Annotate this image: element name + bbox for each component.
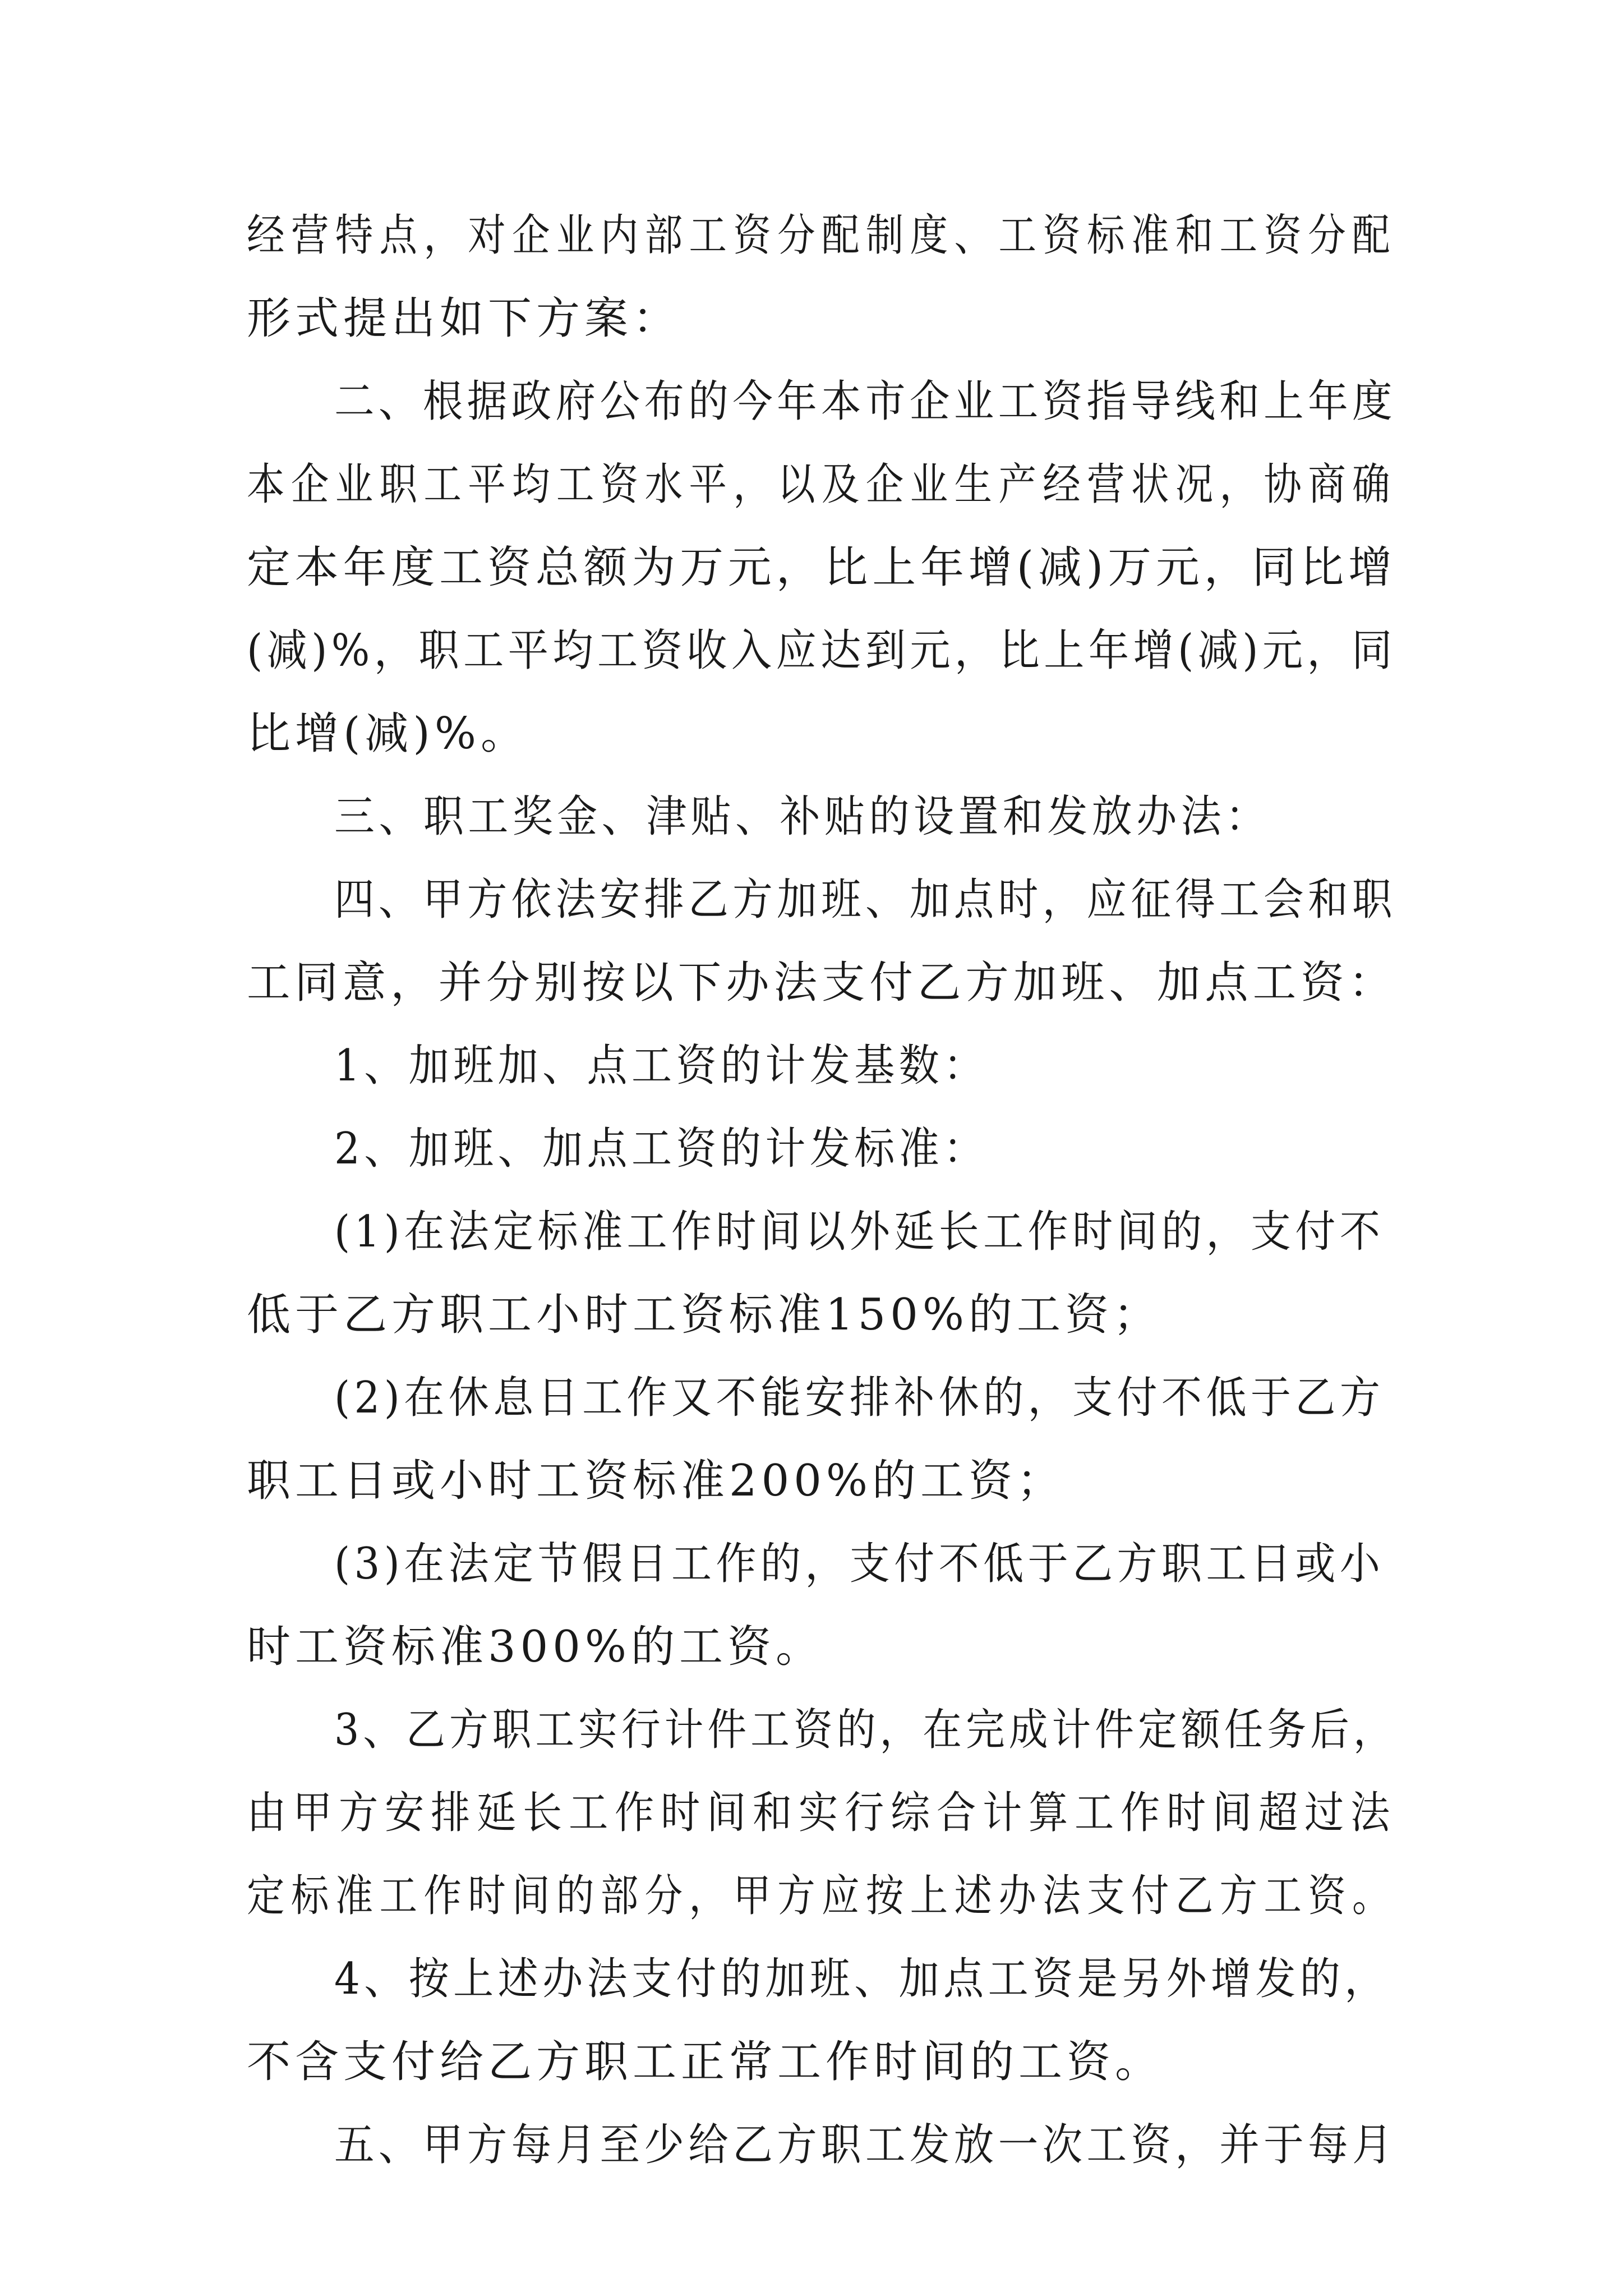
text-line: 1、加班加、点工资的计发基数： (334, 1041, 988, 1091)
text-line: 4、按上述办法支付的加班、加点工资是另外增发的， (334, 1954, 1389, 2004)
text-line: 五、甲方每月至少给乙方职工发放一次工资，并于每月 (334, 2120, 1396, 2170)
text-line: 经营特点，对企业内部工资分配制度、工资标准和工资分配 (247, 210, 1396, 261)
text-line: 3、乙方职工实行计件工资的，在完成计件定额任务后， (334, 1705, 1396, 1755)
text-line: (减)%，职工平均工资收入应达到元，比上年增(减)元，同 (247, 625, 1396, 676)
text-line: 低于乙方职工小时工资标准150%的工资； (247, 1290, 1161, 1340)
text-line: 时工资标准300%的工资。 (247, 1622, 824, 1672)
text-line: (3)在法定节假日工作的，支付不低于乙方职工日或小 (334, 1539, 1385, 1589)
text-line: (1)在法定标准工作时间以外延长工作时间的，支付不 (334, 1207, 1385, 1257)
text-line: (2)在休息日工作又不能安排补休的，支付不低于乙方 (334, 1373, 1385, 1423)
text-line: 定标准工作时间的部分，甲方应按上述办法支付乙方工资。 (247, 1871, 1396, 1921)
text-line: 四、甲方依法安排乙方加班、加点时，应征得工会和职 (334, 875, 1396, 925)
text-line: 形式提出如下方案： (247, 293, 681, 344)
text-line: 三、职工奖金、津贴、补贴的设置和发放办法： (334, 792, 1270, 842)
text-line: 本企业职工平均工资水平，以及企业生产经营状况，协商确 (247, 459, 1396, 510)
text-line: 工同意，并分别按以下办法支付乙方加班、加点工资： (247, 958, 1396, 1008)
text-line: 2、加班、加点工资的计发标准： (334, 1124, 988, 1174)
text-line: 不含支付给乙方职工正常工作时间的工资。 (247, 2037, 1164, 2087)
text-line: 比增(减)%。 (247, 708, 529, 759)
text-line: 由甲方安排延长工作时间和实行综合计算工作时间超过法 (247, 1788, 1397, 1838)
text-line: 定本年度工资总额为万元，比上年增(减)万元，同比增 (247, 542, 1396, 593)
text-line: 职工日或小时工资标准200%的工资； (247, 1456, 1065, 1506)
text-line: 二、根据政府公布的今年本市企业工资指导线和上年度 (334, 376, 1396, 427)
